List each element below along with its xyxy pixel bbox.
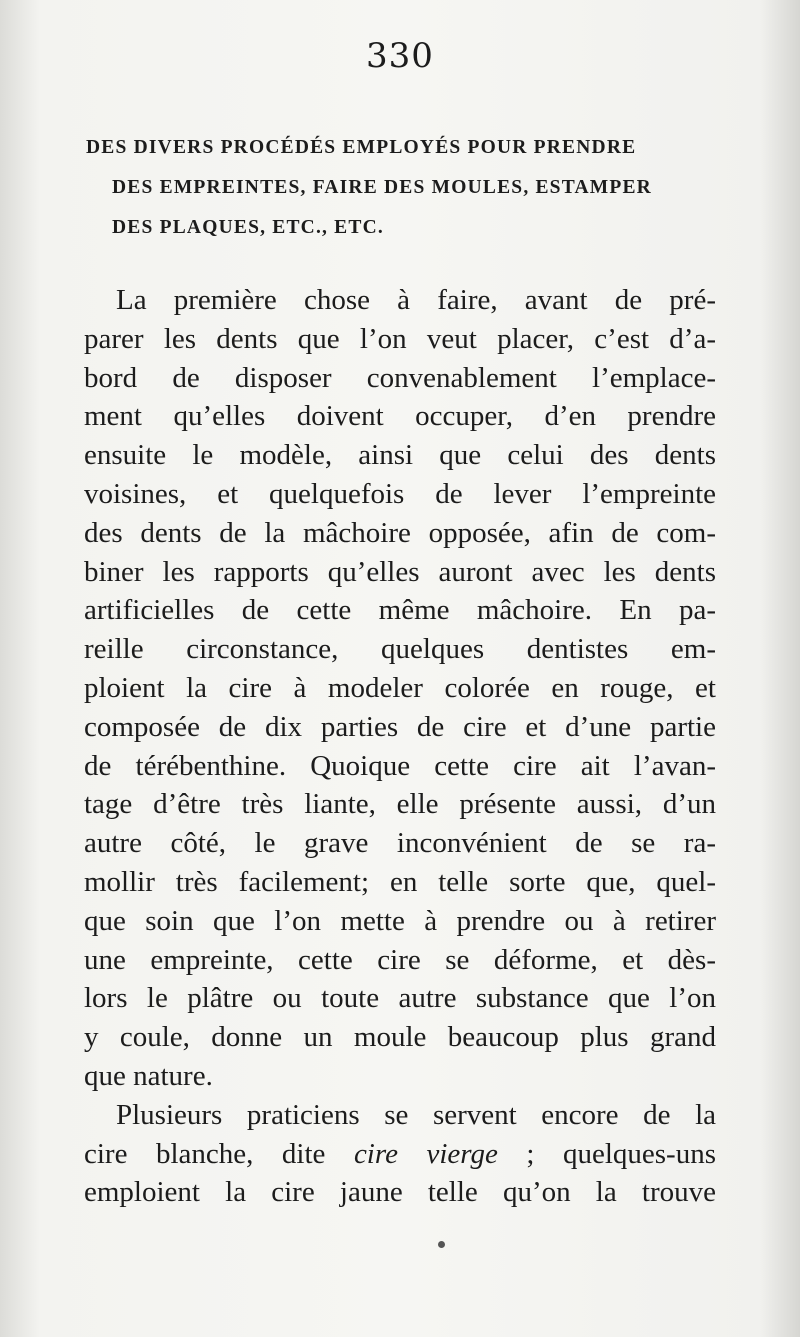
text-line: que nature. <box>84 1059 213 1092</box>
text-line: tage d’être très liante, elle présente aussi, d’un <box>84 788 716 821</box>
text-line: bord de disposer convenablement l’emplace- <box>84 361 716 394</box>
text-fragment: cire blanche, dite <box>84 1137 354 1170</box>
text-line: y coule, donne un moule beaucoup plus grand <box>84 1021 716 1054</box>
text-line: emploient la cire jaune telle qu’on la trouve <box>84 1176 716 1209</box>
section-heading <box>86 128 716 248</box>
text-line: La première chose à faire, avant de pré- <box>116 284 716 316</box>
text-line: ment qu’elles doivent occuper, d’en prendre <box>84 400 716 433</box>
text-fragment: ; quelques-uns <box>497 1137 716 1170</box>
heading-line: DES PLAQUES, ETC., ETC. <box>112 217 384 238</box>
italic-term: cire vierge <box>353 1137 498 1170</box>
heading-line: DES EMPREINTES, FAIRE DES MOULES, ESTAMPER <box>112 177 652 198</box>
text-line: composée de dix parties de cire et d’une partie <box>84 710 716 743</box>
text-line: voisines, et quelquefois de lever l’empreinte <box>84 477 716 510</box>
ornament-dot-icon <box>438 1241 445 1248</box>
text-line: Plusieurs praticiens se servent encore de la <box>116 1098 716 1131</box>
text-line: lors le plâtre ou toute autre substance que l’on <box>84 982 716 1015</box>
text-line: parer les dents que l’on veut placer, c’est d’a- <box>84 322 716 355</box>
text-line: ensuite le modèle, ainsi que celui des dents <box>84 439 716 472</box>
page-number: 330 <box>366 36 434 76</box>
text-line: autre côté, le grave inconvénient de se ra- <box>84 827 716 860</box>
text-line: une empreinte, cette cire se déforme, et dès- <box>84 943 716 976</box>
text-line: artificielles de cette même mâchoire. En pa- <box>84 594 716 627</box>
text-line: ploient la cire à modeler colorée en rouge, et <box>84 671 716 704</box>
body-text <box>84 281 716 1212</box>
text-line: des dents de la mâchoire opposée, afin de com- <box>84 516 716 549</box>
heading-line: DES DIVERS PROCÉDÉS EMPLOYÉS POUR PRENDRE <box>86 137 637 158</box>
text-line <box>84 1135 716 1174</box>
text-line: mollir très facilement; en telle sorte que, quel- <box>84 865 716 898</box>
text-line: que soin que l’on mette à prendre ou à retirer <box>84 904 716 937</box>
text-line: reille circonstance, quelques dentistes em- <box>84 633 716 666</box>
text-line: biner les rapports qu’elles auront avec les dents <box>84 555 716 588</box>
text-line: de térébenthine. Quoique cette cire ait l’avan- <box>84 749 716 782</box>
